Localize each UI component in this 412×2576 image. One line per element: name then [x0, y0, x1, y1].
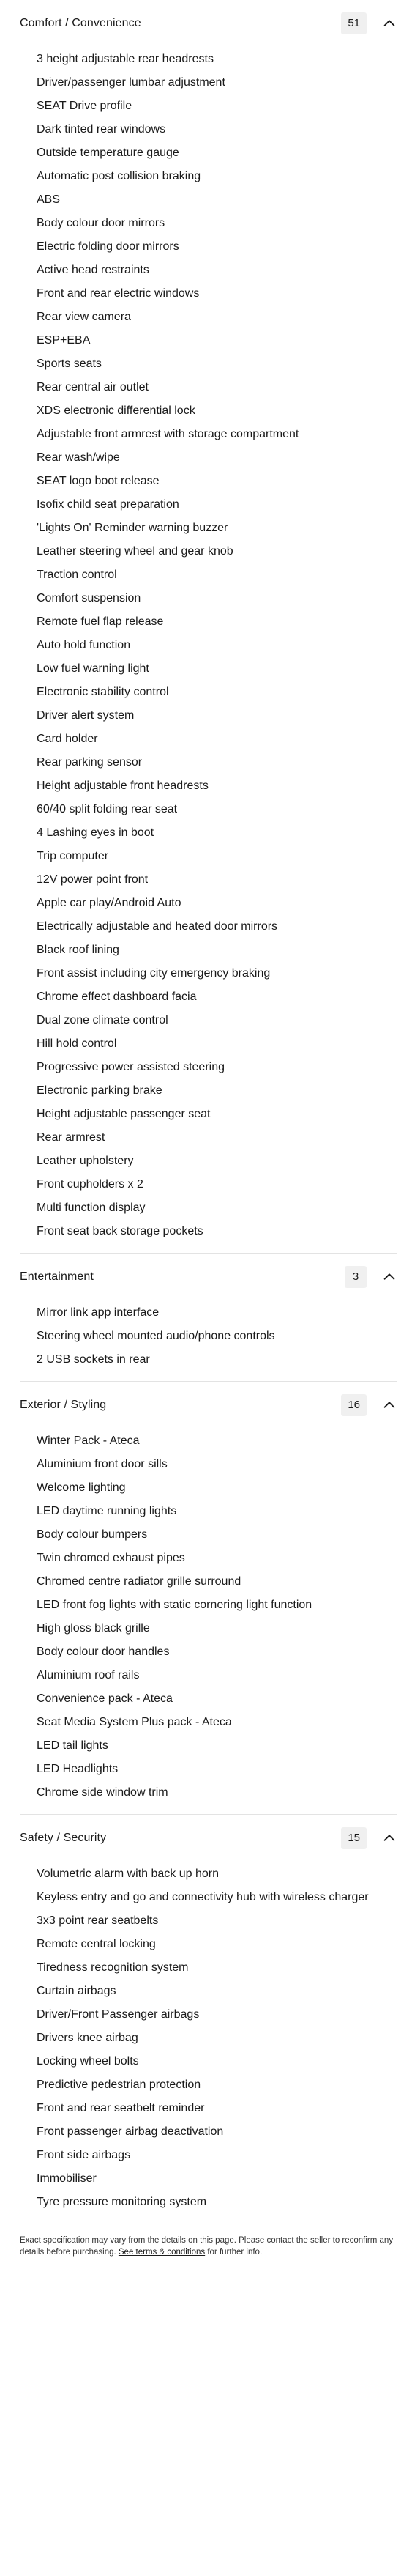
feature-item: Apple car play/Android Auto — [37, 896, 181, 909]
feature-item: Keyless entry and go and connectivity hub with wireless charger — [37, 1890, 369, 1903]
feature-item: Automatic post collision braking — [37, 169, 201, 182]
feature-item: Winter Pack - Ateca — [37, 1434, 140, 1447]
feature-item: 2 USB sockets in rear — [37, 1352, 150, 1366]
feature-item: Active head restraints — [37, 263, 149, 276]
feature-item: Dark tinted rear windows — [37, 122, 166, 136]
spec-section-exterior-styling — [20, 1382, 397, 1815]
feature-list — [20, 1429, 397, 1814]
item-count-badge: 15 — [341, 1827, 367, 1849]
feature-item: Progressive power assisted steering — [37, 1060, 225, 1073]
feature-item: Electronic stability control — [37, 685, 169, 698]
section-header-toggle[interactable] — [20, 0, 397, 47]
feature-item: Tyre pressure monitoring system — [37, 2195, 207, 2208]
feature-item: Electrically adjustable and heated door mirrors — [37, 919, 278, 933]
feature-item: Leather upholstery — [37, 1154, 134, 1167]
feature-item: Steering wheel mounted audio/phone controls — [37, 1329, 275, 1342]
feature-item: Black roof lining — [37, 943, 119, 956]
feature-item: Aluminium roof rails — [37, 1668, 140, 1681]
feature-list — [20, 1300, 397, 1381]
feature-item: Volumetric alarm with back up horn — [37, 1867, 219, 1880]
feature-item: Front assist including city emergency braking — [37, 966, 271, 980]
section-header-controls — [341, 1827, 397, 1849]
feature-item: Height adjustable front headrests — [37, 779, 209, 792]
feature-item: Body colour door mirrors — [37, 216, 165, 229]
feature-item: Auto hold function — [37, 638, 131, 651]
feature-item: Multi function display — [37, 1201, 146, 1214]
feature-list — [20, 47, 397, 1253]
feature-item: Outside temperature gauge — [37, 146, 179, 159]
feature-item: Leather steering wheel and gear knob — [37, 544, 233, 558]
feature-item: Card holder — [37, 732, 98, 745]
feature-item: XDS electronic differential lock — [37, 404, 195, 417]
feature-item: Mirror link app interface — [37, 1306, 160, 1319]
feature-item: Electric folding door mirrors — [37, 240, 179, 253]
feature-item: Welcome lighting — [37, 1481, 126, 1494]
feature-item: Electronic parking brake — [37, 1084, 162, 1097]
chevron-up-icon[interactable] — [381, 1830, 397, 1846]
feature-item: Sports seats — [37, 357, 102, 370]
feature-item: Rear central air outlet — [37, 380, 149, 393]
section-title: Safety / Security — [20, 1832, 107, 1844]
feature-item: Twin chromed exhaust pipes — [37, 1551, 185, 1564]
feature-item: LED tail lights — [37, 1739, 108, 1752]
feature-item: Hill hold control — [37, 1037, 117, 1050]
item-count-badge: 16 — [341, 1394, 367, 1416]
section-title: Exterior / Styling — [20, 1399, 107, 1411]
item-count-badge: 51 — [341, 12, 367, 34]
feature-item: Dual zone climate control — [37, 1013, 168, 1026]
feature-item: Curtain airbags — [37, 1984, 116, 1997]
feature-item: Comfort suspension — [37, 591, 141, 604]
section-header-toggle[interactable] — [20, 1815, 397, 1862]
feature-item: Low fuel warning light — [37, 662, 149, 675]
feature-item: Traction control — [37, 568, 117, 581]
feature-item: Isofix child seat preparation — [37, 497, 179, 511]
feature-item: Rear parking sensor — [37, 755, 143, 769]
feature-item: Height adjustable passenger seat — [37, 1107, 211, 1120]
feature-item: Drivers knee airbag — [37, 2031, 138, 2044]
feature-item: 3x3 point rear seatbelts — [37, 1914, 159, 1927]
feature-item: High gloss black grille — [37, 1621, 150, 1635]
feature-item: Front and rear electric windows — [37, 286, 200, 300]
feature-item: 3 height adjustable rear headrests — [37, 52, 214, 65]
section-header-controls — [341, 1394, 397, 1416]
feature-item: Driver/passenger lumbar adjustment — [37, 75, 225, 89]
feature-item: Rear armrest — [37, 1130, 105, 1144]
feature-item: Rear view camera — [37, 310, 131, 323]
feature-item: Aluminium front door sills — [37, 1457, 168, 1470]
chevron-up-icon[interactable] — [381, 1269, 397, 1285]
feature-item: Immobiliser — [37, 2172, 97, 2185]
feature-item: Front passenger airbag deactivation — [37, 2125, 224, 2138]
terms-conditions-link[interactable]: See terms & conditions — [118, 2248, 206, 2257]
feature-item: Body colour bumpers — [37, 1528, 148, 1541]
feature-item: 12V power point front — [37, 873, 149, 886]
feature-item: Body colour door handles — [37, 1645, 170, 1658]
feature-item: LED Headlights — [37, 1762, 119, 1775]
feature-item: ESP+EBA — [37, 333, 91, 347]
feature-item: Rear wash/wipe — [37, 451, 120, 464]
feature-item: Driver alert system — [37, 708, 135, 722]
feature-item: SEAT logo boot release — [37, 474, 160, 487]
spec-section-comfort-convenience — [20, 0, 397, 1254]
spec-section-safety-security — [20, 1815, 397, 2224]
item-count-badge: 3 — [345, 1266, 367, 1288]
feature-item: Driver/Front Passenger airbags — [37, 2007, 200, 2021]
feature-item: Front cupholders x 2 — [37, 1177, 143, 1191]
feature-list — [20, 1862, 397, 2224]
section-header-controls — [345, 1266, 397, 1288]
feature-item: Chrome side window trim — [37, 1785, 168, 1799]
feature-item: 4 Lashing eyes in boot — [37, 826, 154, 839]
feature-item: Remote fuel flap release — [37, 615, 164, 628]
feature-item: Predictive pedestrian protection — [37, 2078, 201, 2091]
feature-item: LED daytime running lights — [37, 1504, 177, 1517]
feature-item: Trip computer — [37, 849, 109, 862]
section-header-controls — [341, 12, 397, 34]
chevron-up-icon[interactable] — [381, 1397, 397, 1413]
feature-item: Adjustable front armrest with storage compartment — [37, 427, 299, 440]
feature-item: 'Lights On' Reminder warning buzzer — [37, 521, 228, 534]
feature-item: Convenience pack - Ateca — [37, 1692, 173, 1705]
feature-item: LED front fog lights with static cornering light function — [37, 1598, 312, 1611]
disclaimer-text — [20, 2224, 397, 2258]
section-header-toggle[interactable] — [20, 1254, 397, 1300]
feature-item: 60/40 split folding rear seat — [37, 802, 178, 815]
feature-item: Front seat back storage pockets — [37, 1224, 203, 1237]
feature-item: Front side airbags — [37, 2148, 131, 2161]
feature-item: Front and rear seatbelt reminder — [37, 2101, 205, 2114]
feature-item: Chromed centre radiator grille surround — [37, 1574, 241, 1588]
spec-section-entertainment — [20, 1254, 397, 1382]
feature-item: Seat Media System Plus pack - Ateca — [37, 1715, 232, 1728]
feature-item: ABS — [37, 193, 61, 206]
chevron-up-icon[interactable] — [381, 15, 397, 32]
disclaimer-lead: Exact specification may vary from the details on this page. Please contact the seller to reconfirm any details before purchasing. — [20, 2236, 394, 2257]
feature-item: Tiredness recognition system — [37, 1961, 189, 1974]
section-title: Comfort / Convenience — [20, 17, 141, 29]
feature-item: Locking wheel bolts — [37, 2054, 139, 2068]
section-header-toggle[interactable] — [20, 1382, 397, 1429]
section-title: Entertainment — [20, 1270, 94, 1283]
feature-item: Remote central locking — [37, 1937, 156, 1950]
feature-item: Chrome effect dashboard facia — [37, 990, 197, 1003]
disclaimer-tail: for further info. — [205, 2248, 263, 2257]
feature-item: SEAT Drive profile — [37, 99, 132, 112]
